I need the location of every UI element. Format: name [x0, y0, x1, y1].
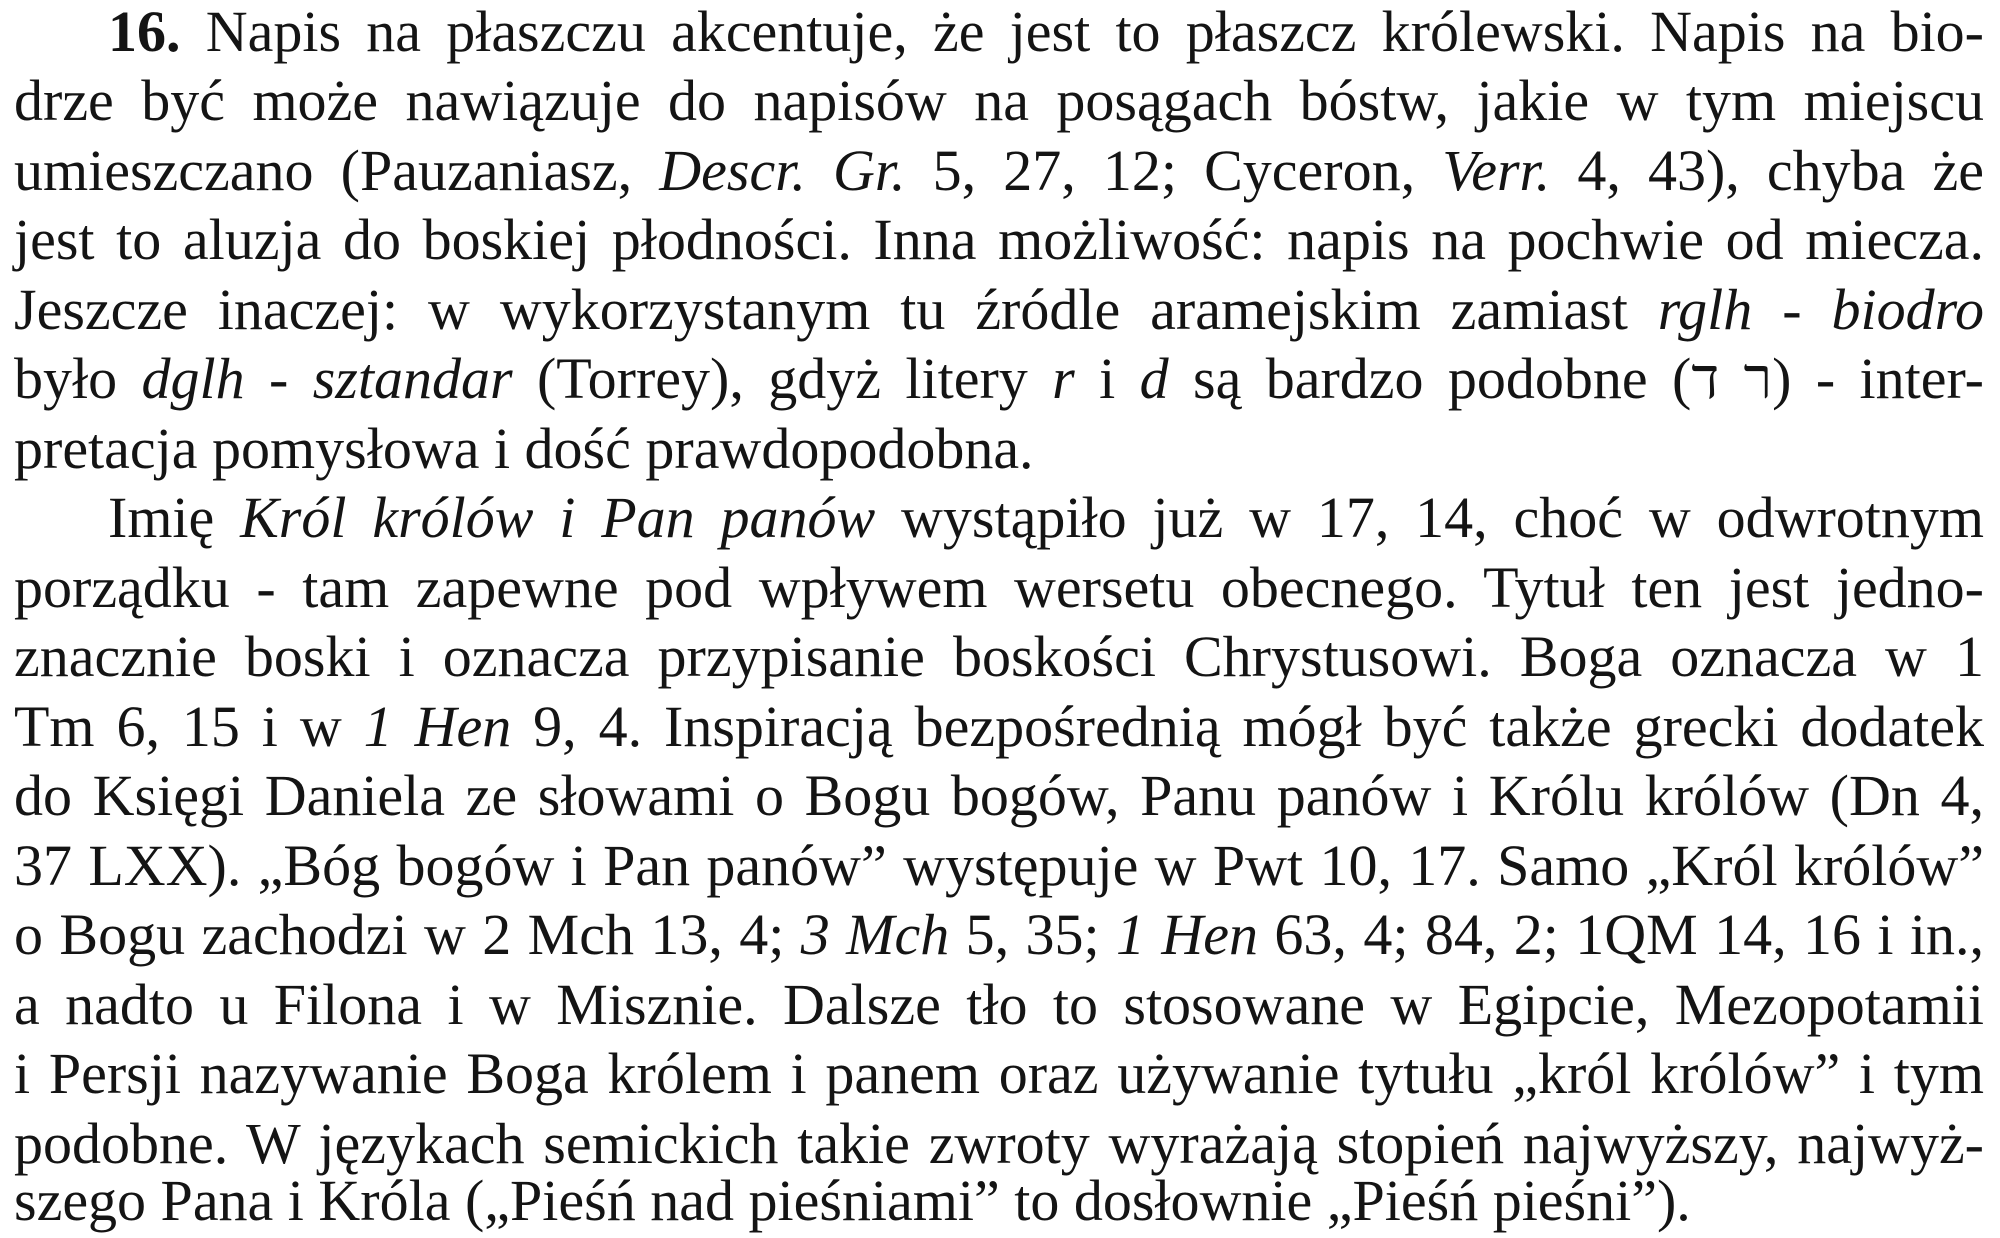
- p2-line-6: 37 LXX). „Bóg bogów i Pan panów” występuje w Pwt 10, 17. Samo „Król królów”: [14, 833, 1984, 898]
- p1-line-3-seg-4: Verr.: [1442, 138, 1551, 203]
- p2-line-11: szego Pana i Króla („Pieśń nad pieśniami” to dosłownie „Pieśń pieśni”).: [14, 1168, 1691, 1233]
- p1-line-7: pretacja pomysłowa i dość prawdopodobna.: [14, 416, 1034, 481]
- p2-line-3: znacznie boski i oznacza przypisanie boskości Chrystusowi. Boga oznacza w 1: [14, 624, 1984, 689]
- p2-line-7-seg-5: 63, 4; 84, 2; 1QM 14, 16 i in.,: [1258, 902, 1984, 967]
- p1-line-6-seg-7: są bardzo podobne (ר ד) - inter-: [1168, 346, 1984, 411]
- p1-line-6: [14, 344, 1984, 414]
- p2-line-4-seg-2: 1 Hen: [363, 694, 512, 759]
- p1-line-6-seg-4: r: [1052, 346, 1075, 411]
- p1-line-1: [108, 0, 1984, 67]
- p2-line-1-seg-3: wystąpiło już w 17, 14, choć w odwrotnym: [875, 485, 1984, 550]
- p1-line-6-seg-6: d: [1139, 346, 1169, 411]
- p1-line-2: drze być może nawiązuje do napisów na posągach bóstw, jakie w tym miejscu: [14, 68, 1984, 133]
- p1-line-4: jest to aluzja do boskiej płodności. Inna możliwość: napis na pochwie od miecza.: [14, 207, 1984, 272]
- p2-line-4-seg-3: 9, 4. Inspiracją bezpośrednią mógł być także grecki dodatek: [511, 694, 1985, 759]
- p2-line-1-seg-1: Imię: [108, 485, 241, 550]
- p1-line-6-seg-5: i: [1074, 346, 1140, 411]
- p1-line-3-seg-1: umieszczano (Pauzaniasz,: [14, 138, 660, 203]
- p1-line-5-seg-2: rglh - biodro: [1657, 277, 1984, 342]
- p1-line-5-seg-1: Jeszcze inaczej: w wykorzystanym tu źródle aramejskim zamiast: [14, 277, 1658, 342]
- p2-line-7-seg-4: 1 Hen: [1116, 902, 1259, 967]
- p2-line-1-seg-2: Król królów i Pan panów: [240, 485, 876, 550]
- p2-line-4-seg-1: Tm 6, 15 i w: [14, 694, 364, 759]
- section-number: 16.: [108, 0, 181, 64]
- p2-line-7-seg-1: o Bogu zachodzi w 2 Mch 13, 4;: [14, 902, 801, 967]
- p1-line-3-seg-3: 5, 27, 12; Cyceron,: [905, 138, 1443, 203]
- p1-line-6-seg-2: dglh - sztandar: [141, 346, 513, 411]
- p1-line-5: [14, 275, 1984, 345]
- p1-line-6-seg-3: (Torrey), gdyż litery: [512, 346, 1053, 411]
- p2-line-7-seg-2: 3 Mch: [800, 902, 950, 967]
- p1-line-3-seg-5: 4, 43), chyba że: [1550, 138, 1984, 203]
- p2-line-8: a nadto u Filona i w Misznie. Dalsze tło to stosowane w Egipcie, Mezopotamii: [14, 972, 1984, 1037]
- p1-line-1-text: Napis na płaszczu akcentuje, że jest to płaszcz królewski. Napis na bio-: [205, 0, 1985, 64]
- p2-line-1: [108, 483, 1984, 553]
- p1-line-3-seg-2: Descr. Gr.: [659, 138, 906, 203]
- p2-line-9: i Persji nazywanie Boga królem i panem oraz używanie tytułu „król królów” i tym: [14, 1041, 1984, 1106]
- p2-line-5: do Księgi Daniela ze słowami o Bogu bogów, Panu panów i Królu królów (Dn 4,: [14, 763, 1984, 828]
- p2-line-4: [14, 692, 1984, 762]
- p2-line-10: podobne. W językach semickich takie zwroty wyrażają stopień najwyższy, najwyż-: [14, 1111, 1984, 1176]
- p2-line-2: porządku - tam zapewne pod wpływem wersetu obecnego. Tytuł ten jest jedno-: [14, 555, 1984, 620]
- p1-line-6-seg-1: było: [14, 346, 142, 411]
- p2-line-7-seg-3: 5, 35;: [949, 902, 1116, 967]
- p2-line-7: [14, 900, 1984, 970]
- p1-line-3: [14, 136, 1984, 206]
